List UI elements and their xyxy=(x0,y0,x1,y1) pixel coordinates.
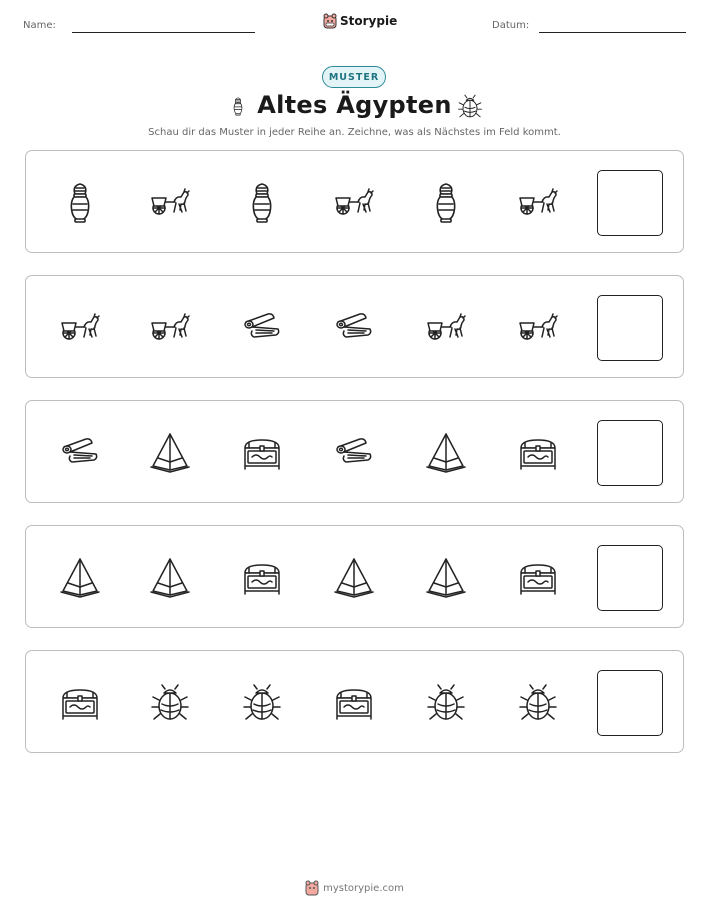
treasure-chest-icon xyxy=(240,555,284,599)
chariot-icon xyxy=(516,180,560,224)
scarab-icon xyxy=(456,91,484,121)
brand-logo xyxy=(323,13,397,29)
pyramid-icon xyxy=(148,430,192,474)
papyrus-scroll-icon xyxy=(240,305,284,349)
papyrus-scroll-icon xyxy=(58,430,102,474)
pyramid-icon xyxy=(424,555,468,599)
worksheet-type-badge: MUSTER xyxy=(322,66,386,88)
chariot-icon xyxy=(148,180,192,224)
answer-box[interactable] xyxy=(597,295,663,361)
scarab-icon xyxy=(240,680,284,724)
chariot-icon xyxy=(148,305,192,349)
storypie-mascot-icon xyxy=(305,880,319,896)
footer-url: mystorypie.com xyxy=(323,882,404,894)
treasure-chest-icon xyxy=(516,430,560,474)
brand-name: Storypie xyxy=(340,14,398,28)
storypie-mascot-icon xyxy=(323,13,337,29)
page-title: Altes Ägypten xyxy=(257,91,452,119)
chariot-icon xyxy=(58,305,102,349)
answer-box[interactable] xyxy=(597,420,663,486)
treasure-chest-icon xyxy=(240,430,284,474)
canopic-jar-icon xyxy=(58,180,102,224)
canopic-jar-icon xyxy=(424,180,468,224)
treasure-chest-icon xyxy=(332,680,376,724)
chariot-icon xyxy=(516,305,560,349)
answer-box[interactable] xyxy=(597,670,663,736)
papyrus-scroll-icon xyxy=(332,305,376,349)
pyramid-icon xyxy=(332,555,376,599)
pyramid-icon xyxy=(58,555,102,599)
date-label: Datum: xyxy=(492,20,530,31)
scarab-icon xyxy=(424,680,468,724)
answer-box[interactable] xyxy=(597,545,663,611)
answer-box[interactable] xyxy=(597,170,663,236)
scarab-icon xyxy=(516,680,560,724)
pyramid-icon xyxy=(148,555,192,599)
canopic-jar-icon xyxy=(240,180,284,224)
pyramid-icon xyxy=(424,430,468,474)
treasure-chest-icon xyxy=(516,555,560,599)
date-field[interactable] xyxy=(539,32,686,33)
chariot-icon xyxy=(332,180,376,224)
treasure-chest-icon xyxy=(58,680,102,724)
name-field[interactable] xyxy=(72,32,255,33)
chariot-icon xyxy=(424,305,468,349)
name-label: Name: xyxy=(23,20,56,31)
papyrus-scroll-icon xyxy=(332,430,376,474)
scarab-icon xyxy=(148,680,192,724)
footer xyxy=(0,880,709,896)
instructions: Schau dir das Muster in jeder Reihe an. Zeichne, was als Nächstes im Feld kommt. xyxy=(148,127,561,138)
